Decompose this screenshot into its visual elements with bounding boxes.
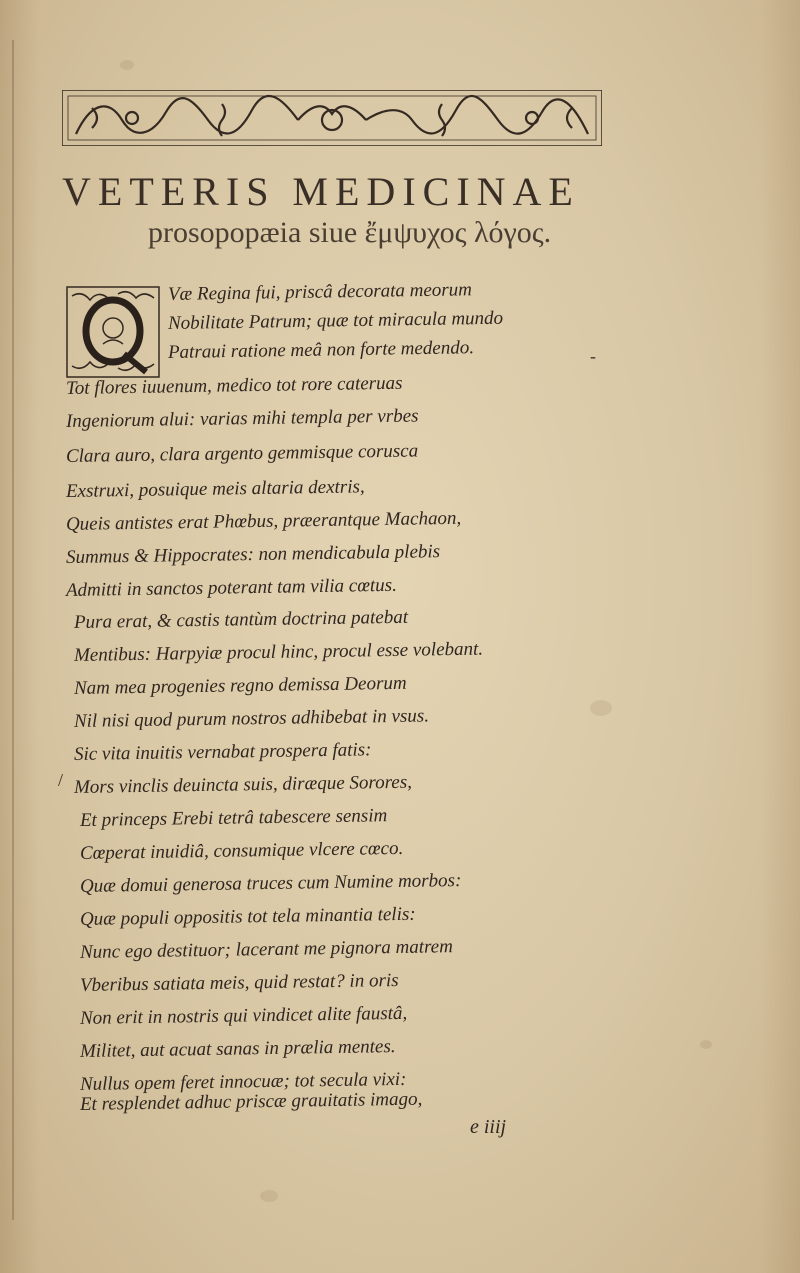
page-subtitle: prosopopæia siue ἔμψυχος λόγος.: [148, 216, 552, 249]
paper-stain: [700, 1040, 712, 1049]
verse-line: Et resplendet adhuc priscæ grauitatis imago,: [79, 1088, 423, 1115]
page-title: VETERIS MEDICINAE: [62, 169, 580, 214]
verse-line: Sic vita inuitis vernabat prospera fatis:: [73, 739, 372, 765]
decorated-initial-q-icon: [66, 286, 160, 378]
verse-line: Væ Regina fui, priscâ decorata meorum: [167, 279, 473, 305]
paper-stain: [590, 700, 612, 716]
verse-line: Cœperat inuidiâ, consumique vlcere cœco.: [79, 837, 404, 864]
verse-line: Admitti in sanctos poterant tam vilia cœtus.: [65, 574, 398, 601]
verse-line: Nullus opem feret innocuæ; tot secula vixi:: [79, 1068, 407, 1095]
verse-line: Patraui ratione meâ non forte medendo.: [167, 337, 475, 363]
verse-line: Non erit in nostris qui vindicet alite faustâ,: [79, 1002, 408, 1029]
verse-line: Nunc ego destituor; lacerant me pignora matrem: [79, 936, 454, 963]
verse-line: Quæ domui generosa truces cum Numine morbos:: [79, 870, 462, 897]
verse-line: Mentibus: Harpyiæ procul hinc, procul esse volebant.: [73, 638, 484, 666]
verse-line: Militet, aut acuat sanas in prælia mentes.: [79, 1036, 396, 1062]
verse-line: Tot flores iuuenum, medico tot rore cateruas: [65, 372, 403, 399]
page-edge-line: [12, 40, 14, 1220]
verse-line: Pura erat, & castis tantùm doctrina patebat: [73, 606, 409, 633]
verse-line: Vberibus satiata meis, quid restat? in oris: [79, 969, 399, 996]
verse-line: Nam mea progenies regno demissa Deorum: [73, 672, 407, 699]
verse-line: Summus & Hippocrates: non mendicabula plebis: [65, 541, 441, 568]
verse-line: Queis antistes erat Phœbus, præerantque Machaon,: [65, 507, 462, 535]
verse-line: Exstruxi, posuique meis altaria dextris,: [65, 476, 365, 502]
verse-line: Et princeps Erebi tetrâ tabescere sensim: [79, 805, 388, 831]
verse-line: Quæ populi oppositis tot tela minantia telis:: [79, 903, 416, 930]
ornamental-headpiece: [62, 90, 602, 146]
verse-line: Nil nisi quod purum nostros adhibebat in vsus.: [73, 705, 430, 732]
verse-line: Clara auro, clara argento gemmisque corusca: [65, 440, 419, 467]
paper-stain: [260, 1190, 278, 1202]
verse-line: Mors vinclis deuincta suis, diræque Sorores,: [73, 771, 413, 798]
signature-mark: e iiij: [470, 1116, 507, 1138]
paper-stain: [120, 60, 134, 70]
margin-mark: -: [590, 346, 596, 366]
margin-mark: /: [58, 770, 64, 790]
verse-line: Ingeniorum alui: varias mihi templa per vrbes: [65, 405, 419, 432]
verse-line: Nobilitate Patrum; quæ tot miracula mundo: [167, 307, 504, 334]
